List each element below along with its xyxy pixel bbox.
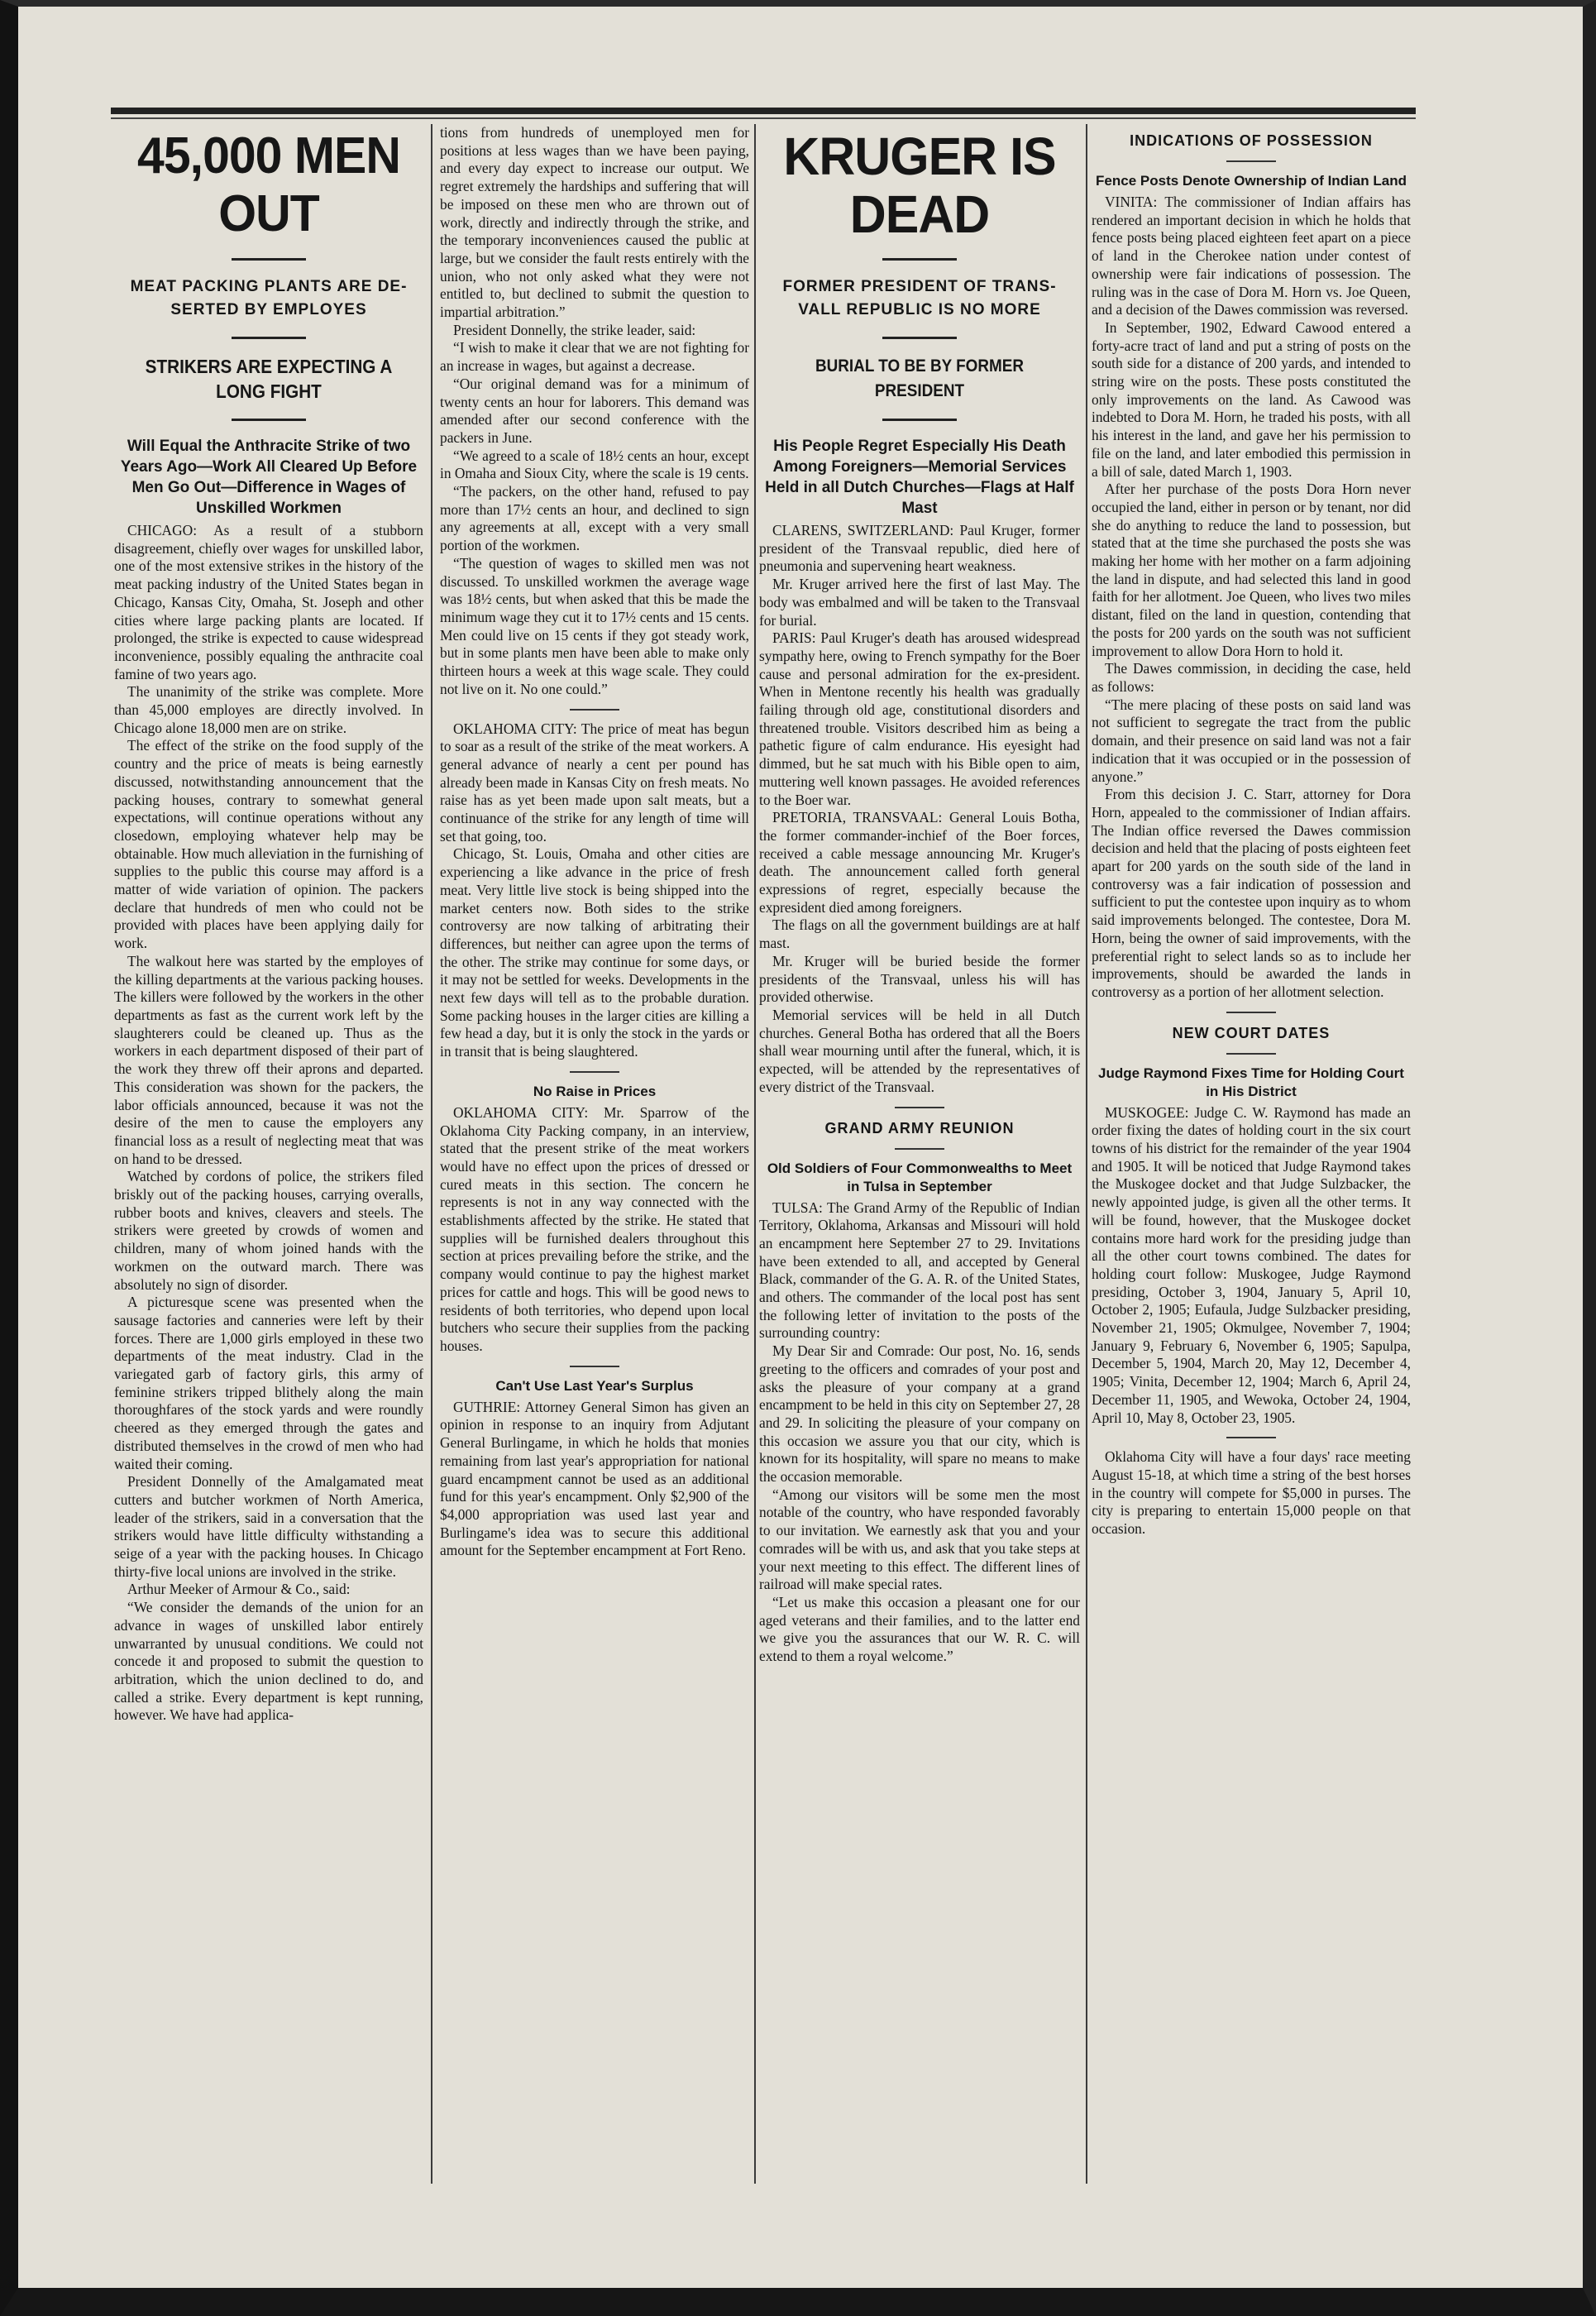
article-body-continued — [440, 124, 749, 699]
column-rule — [1086, 124, 1087, 2184]
column-rule — [754, 124, 756, 2184]
divider — [232, 258, 306, 261]
paragraph: CLARENS, SWITZERLAND: Paul Kruger, former president of the Transvaal republic, died here of pneumonia and supervening heart weakness. — [759, 522, 1080, 575]
paragraph: “The packers, on the other hand, refused to pay more than 17½ cents an hour, and declined to sign any agreements at all, except with a very small portion of the workmen. — [440, 483, 749, 554]
subhead-no-raise: No Raise in Prices — [533, 1083, 657, 1099]
paragraph: In September, 1902, Edward Cawood entered a forty-acre tract of land and put a string of posts on the south side for a distance of 200 yards, and intended to string wire on the posts. These posts constituted the only improvements on the land. As Cawood was indebted to Dora M. Horn, he traded his posts, with all his interest in the land, and gave her his permission to file on the land, and later embodied this permission in a bill of sale, dated March 1, 1903. — [1092, 318, 1411, 480]
paragraph: President Donnelly, the strike leader, said: — [453, 321, 696, 338]
paragraph: Oklahoma City will have a four days' race meeting August 15-18, at which time a string of the best horses in the country will compete for $5,000 in purses. The city is preparing to entertain 15,000 people on that occasion. — [1092, 1448, 1411, 1538]
paragraph: PRETORIA, TRANSVAAL: General Louis Botha, the former commander-inchief of the Boer forces, received a cable message announcing Mr. Kruger's death. The announcement called forth general expressions of regret, especially because the expresident died among foreigners. — [759, 809, 1080, 916]
divider — [570, 709, 619, 711]
paragraph: “Let us make this occasion a pleasant one for our aged veterans and their families, and to the latter end we give you the assurances that our W. R. C. will extend to them a royal welcome.” — [759, 1593, 1080, 1665]
divider — [882, 258, 957, 261]
divider — [1226, 160, 1276, 162]
divider — [570, 1366, 619, 1367]
paragraph: VINITA: The commissioner of Indian affairs has rendered an important decision in which he holds that fence posts being placed eighteen feet apart on a piece of land in the Cherokee nation under contest of ownership were fair indications of possession. The ruling was in the case of Dora M. Horn vs. Joe Queen, and a decision of the Dawes commission was reversed. — [1092, 194, 1411, 318]
paragraph: “The question of wages to skilled men was not discussed. To unskilled workmen the average wage was 18½ cents, but when asked that this be made the minimum wage they cut it to 17½ cents and 15 cents. Men could live on 15 cents if they got steady work, but in some plants men have been able to make only thirteen hours a week at this wage scale. They could not live on it. No one could.” — [440, 554, 749, 697]
divider — [232, 419, 306, 421]
paragraph: “We consider the demands of the union for an advance in wages of unskilled labor entirely unwarranted by unusual conditions. We could not concede it and proposed to submit the question to arbitration, which the union declined to do, and called a strike. Every department is kept running, however. We have had applica- — [114, 1599, 423, 1724]
paragraph: The Dawes commission, in deciding the case, held as follows: — [1092, 660, 1411, 695]
paragraph: PARIS: Paul Kruger's death has aroused widespread sympathy here, owing to French sympathy for the Boer cause and personal admiration for the ex-president. When in Mentone recently his health was gradually failing through old age, constitutional disorders and threatened trouble. Visitors described him as being a pathetic figure of calm endurance. His eyesight had dimmed, but he sat much with his Bible open to aim, muttering well known passages. He avoided references to the Boer war. — [759, 629, 1080, 808]
subhead-surplus: Can't Use Last Year's Surplus — [495, 1377, 694, 1394]
article-body-court — [1092, 1104, 1411, 1538]
paragraph: GUTHRIE: Attorney General Simon has given an opinion in response to an inquiry from Adjutant General Burlingame, in which he holds that monies remaining from last year's appropriation for national guard encampment cannot be used as an additional fund for this year's encampment. Only $2,900 of the $4,000 appropriation was used last year and Burlingame's idea was to secure this additional amount for the September encampment at Fort Reno. — [440, 1398, 749, 1559]
divider — [1226, 1437, 1276, 1438]
divider — [570, 1071, 619, 1073]
paragraph: TULSA: The Grand Army of the Republic of Indian Territory, Oklahoma, Arkansas and Missouri will hold an encampment here September 27 to 29. Invitations have been extended to all, and accepted by General Black, commander of the G. A. R. of the United States, and others. The commander of the local post has sent the following letter of invitation to the posts of the surrounding country: — [759, 1199, 1080, 1342]
paragraph: MUSKOGEE: Judge C. W. Raymond has made an order fixing the dates of holding court in the six court towns of his district for the remainder of the year 1904 and 1905. It will be noticed that Judge Raymond takes the Muskogee docket and that Judge Sulzbacker, the newly appointed judge, is given all the other terms. It will be found, however, that the Muskogee docket contains more hard work for the presiding judge than all the other court towns combined. The dates for holding court follow: Muskogee, Judge Raymond presiding, October 3, 1904, January 5, April 10, October 2, 1905; Eufaula, Judge Sulzbacker presiding, November 21, 1905; Okmulgee, November 7, 1904; January 9, February 6, November 6, 1905; Sapulpa, December 5, 1904, March 20, May 12, December 4, 1905; Vinita, December 12, 1904; March 6, April 24, December 11, 1905, and Wewoka, October 24, 1904, April 10, May 8, October 23, 1905. — [1092, 1103, 1411, 1426]
head-grand-army: GRAND ARMY REUNION — [824, 1119, 1015, 1136]
paragraph: After her purchase of the posts Dora Horn never occupied the land, either in person or by tenant, nor did she do anything to reduce the land to possession, but stated that at the time she purchased the posts she was making her home with her mother on a farm adjoining the land in dispute, and had selected this land in good faith for her allotment. Joe Queen, who lives two miles distant, filed on the land in question, contending that the posts for 200 yards on the south was not sufficient improvement to allow Dora Horn to hold it. — [1092, 481, 1411, 659]
divider — [882, 419, 957, 421]
paragraph: “Our original demand was for a minimum of twenty cents an hour for laborers. This demand was amended after our second conference with the packers in June. — [440, 375, 749, 446]
paragraph: “We agreed to a scale of 18½ cents an hour, except in Omaha and Sioux City, where the scale is 19 cents. — [440, 447, 749, 482]
paragraph: My Dear Sir and Comrade: Our post, No. 16, sends greeting to the officers and comrades of your post and asks the pleasure of your company at a grand encampment to be held in this city on September 27, 28 and 29. In soliciting the pleasure of your company on this occasion we assure you that our city, which is known for its hospitality, will spare no means to make the occasion memorable. — [759, 1342, 1080, 1486]
deck-packing-plants: MEAT PACKING PLANTS ARE DE- SERTED BY EMPLOYES — [130, 278, 408, 318]
paragraph: OKLAHOMA CITY: Mr. Sparrow of the Oklahoma City Packing company, in an interview, stated that the present strike of the meat workers would have no effect upon the prices of dressed or cured meats in this section. The concern he represents is not in any way connected with the establishments affected by the strike. He stated that supplies will be furnished dealers throughout this section at prices prevailing before the strike, and the company would continue to pay the highest market prices for cattle and hogs. This will be good news to residents of both territories, who depend upon local butchers who secure their supplies from the packing houses. — [440, 1103, 749, 1354]
head-court-dates: NEW COURT DATES — [1172, 1024, 1331, 1041]
paragraph: “I wish to make it clear that we are not fighting for an increase in wages, but against a decrease. — [440, 339, 749, 375]
deck-anthracite: Will Equal the Anthracite Strike of two Years Ago—Work All Cleared Up Before Men Go Out—Difference in Wages of Unskilled Workmen — [120, 438, 418, 517]
paragraph: Arthur Meeker of Armour & Co., said: — [127, 1581, 351, 1598]
article-body-strike — [114, 522, 423, 1725]
article-body-kruger — [759, 522, 1080, 1097]
paragraph: Chicago, St. Louis, Omaha and other cities are experiencing a like advance in the price of fresh meat. Very little live stock is being shipped into the market centers now. Both sides to the strike controversy are now talking of arbitrating their differences, but neither can agree upon the terms of the other. The strike may continue for some days, or it may not be settled for weeks. Developments in the next few days will tell as to the probable duration. Some packing houses in the larger cities are killing a few head a day, but it is only the stock in the yards or in transit that is being slaughtered. — [440, 845, 749, 1060]
paragraph: Mr. Kruger will be buried beside the former presidents of the Transvaal, unless his will has provided otherwise. — [759, 952, 1080, 1006]
column-rule — [431, 124, 432, 2184]
column-2 — [440, 124, 749, 2208]
paragraph: President Donnelly of the Amalgamated meat cutters and butcher workmen of North America, leader of the strikers, said in a conversation that the strikers would have little difficulty withstanding a seige of a year with the packing houses. In Chicago thirty-five local unions are involved in the strike. — [114, 1473, 423, 1580]
masthead-rule-thin — [111, 117, 1416, 119]
paragraph: Memorial services will be held in all Dutch churches. General Botha has ordered that all the Boers shall wear mourning until after the funeral, which, it is expected, will be attended by the representatives of every district of the Transvaal. — [759, 1006, 1080, 1095]
divider — [895, 1148, 944, 1150]
deck-people-regret: His People Regret Especially His Death Among Foreigners—Memorial Services Held in all Dutch Churches—Flags at Half Mast — [765, 438, 1074, 517]
paragraph: The walkout here was started by the employes of the killing departments at the various packing houses. The killers were followed by the workers in the other departments as fast as the current work left by the slaughterers could be cleaned up. Thus as the workers in each department disposed of their part of the work they threw off their aprons and departed. This consideration was shown for the packers, the labor officials announced, because it was not the desire of the men to cause the employers any financial loss as a result of neglecting meat that was on hand to be dressed. — [114, 952, 423, 1167]
article-body-possession — [1092, 194, 1411, 1002]
deck-former-president: FORMER PRESIDENT OF TRANS- VALL REPUBLIC IS NO MORE — [782, 278, 1057, 318]
paragraph: From this decision J. C. Starr, attorney for Dora Horn, appealed to the commissioner of Indian affairs. The Indian office reversed the Dawes commission decision and held that the placing of posts eighteen feet apart for 200 yards on the south side of the land in controversy was a fair indication of possession and sufficient to put the contestee upon inquiry as to whom said improvements belonged. The contestee, Dora M. Horn, being the owner of said improvements, with the preferential right to select lands so as to include her improvements, should be awarded the lands in controversy as a portion of her allotment selection. — [1092, 786, 1411, 1000]
divider — [1226, 1012, 1276, 1013]
masthead-rule — [111, 108, 1416, 114]
paragraph: “Among our visitors will be some men the most notable of the country, who have responded favorably to our invitation. We earnestly ask that you and your comrades will be with us, and ask that you take steps at your next meeting to this effect. The different lines of railroad will make special rates. — [759, 1486, 1080, 1593]
paragraph: tions from hundreds of unemployed men for positions at less wages than we have been paying, and every day expect to increase our output. We regret extremely the hardships and suffering that will be imposed on these men who are thrown out of work, directly and indirectly through the strike, and the temporary inconveniences caused the public at large, but we consider the fault rests entirely with the union, who not only asked what they were not entitled to, but declined to submit the question to impartial arbitration.” — [440, 124, 749, 321]
subhead-old-soldiers: Old Soldiers of Four Commonwealths to Meet in Tulsa in September — [767, 1160, 1073, 1194]
paragraph: The effect of the strike on the food supply of the country and the price of meats is being earnestly discussed, notwithstanding announcement that the packing houses, contrary to somewhat general expectations, will continue operations without any closedown, employing whatever help may be obtainable. How much alleviation in the furnishing of supplies to the public this course may afford is a matter of wide variation of opinion. The packers declare that hundreds of men who could not be provided with places have been applying daily for work. — [114, 737, 423, 952]
article-body-oklahoma-prices — [440, 720, 749, 1061]
column-3 — [759, 124, 1080, 2208]
paragraph: The flags on all the government buildings are at half mast. — [759, 916, 1080, 952]
paragraph: Mr. Kruger arrived here the first of last May. The body was embalmed and will be taken to the Transvaal for burial. — [759, 576, 1080, 629]
paragraph: Watched by cordons of police, the strikers filed briskly out of the packing houses, carrying overalls, rubber boots and knives, cleavers and steels. The strikers were greeted by crowds of women and children, many of whom joined hands with the workmen on the outward march. There was absolutely no sign of disorder. — [114, 1168, 423, 1293]
paragraph: A picturesque scene was presented when the sausage factories and canneries were left by their forces. There are 1,000 girls employed in these two departments of the meat industry. Clad in the variegated garb of factory girls, this army of feminine strikers tripped blithely along the main thoroughfares of the stock yards and were roundly cheered as they emerged through the gates and distributed themselves in the crowd of men who had waited their coming. — [114, 1294, 423, 1472]
paragraph: OKLAHOMA CITY: The price of meat has begun to soar as a result of the strike of the meat workers. A general advance of nearly a cent per pound has already been made in Kansas City on fresh meats. No raise has as yet been made upon salt meats, but a continuance of the strike for any length of time will set that going, too. — [440, 720, 749, 845]
divider — [895, 1107, 944, 1108]
article-body-surplus — [440, 1399, 749, 1560]
deck-long-fight: STRIKERS ARE EXPECTING A LONG FIGHT — [145, 356, 393, 402]
paragraph: “The mere placing of these posts on said land was not sufficient to segregate the tract from the public domain, and their presence on said land was not a fair indication that it was occupied or in the possession of anyone.” — [1092, 696, 1411, 785]
headline-kruger: KRUGER IS DEAD — [783, 127, 1056, 244]
paragraph: The unanimity of the strike was complete. More than 45,000 employes are directly involved. In Chicago alone 18,000 men are on strike. — [114, 683, 423, 736]
head-possession: INDICATIONS OF POSSESSION — [1130, 132, 1373, 149]
divider — [232, 337, 306, 339]
article-body-grand-army — [759, 1199, 1080, 1666]
column-1 — [114, 124, 423, 2208]
subhead-judge-raymond: Judge Raymond Fixes Time for Holding Court in His District — [1098, 1065, 1404, 1099]
divider — [882, 337, 957, 339]
deck-burial: BURIAL TO BE BY FORMER PRESIDENT — [815, 356, 1025, 400]
headline-men-out: 45,000 MEN OUT — [137, 127, 400, 242]
divider — [1226, 1053, 1276, 1055]
column-4 — [1092, 124, 1411, 2208]
subhead-fence-posts: Fence Posts Denote Ownership of Indian Land — [1096, 173, 1407, 189]
article-body-no-raise — [440, 1104, 749, 1356]
paragraph: CHICAGO: As a result of a stubborn disagreement, chiefly over wages for unskilled labor, one of the most extensive strikes in the history of the meat packing industry of the United States began in Chicago, Kansas City, Omaha, St. Joseph and other cities where large packing plants are located. If prolonged, the strike is expected to cause widespread inconvenience, possibly equaling the anthracite coal famine of two years ago. — [114, 522, 423, 682]
